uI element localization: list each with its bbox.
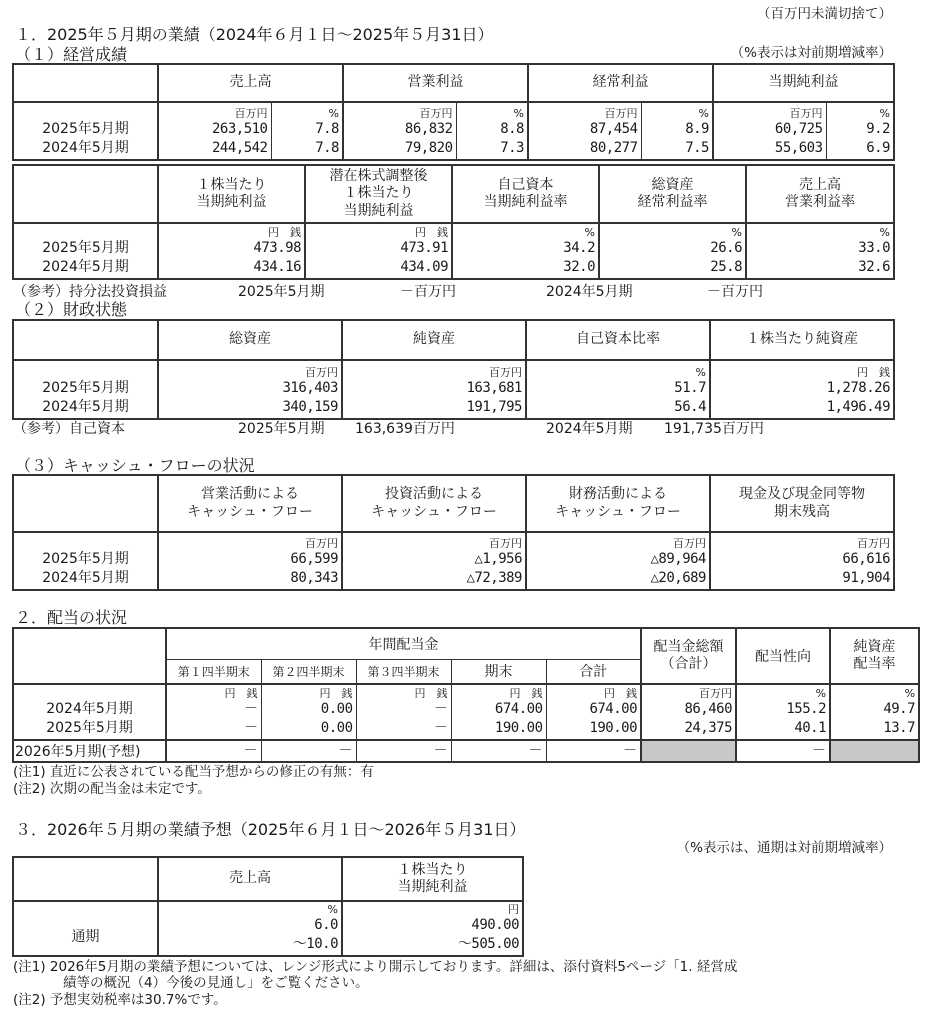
unit: % xyxy=(513,107,524,120)
header-roa: 総資産 経常利益率 xyxy=(599,165,746,223)
header-ordinary-income: 経常利益 xyxy=(528,64,713,102)
header-equity-ratio: 自己資本比率 xyxy=(526,320,710,360)
value: 24,375 xyxy=(684,720,733,736)
header-investing-cf: 投資活動による キャッシュ・フロー xyxy=(342,475,526,532)
header-sales: 売上高 xyxy=(158,64,343,102)
value: 191,795 xyxy=(466,399,522,415)
value: 55,603 xyxy=(774,140,823,156)
header-bps: １株当たり純資産 xyxy=(710,320,894,360)
row-label-2025: 2025年5月期 xyxy=(42,551,129,567)
header-net-assets: 純資産 xyxy=(342,320,526,360)
rounding-note: （百万円未満切捨て） xyxy=(757,6,892,22)
header-net-income: 当期純利益 xyxy=(713,64,894,102)
header-blank xyxy=(13,64,158,102)
row-label-2024: 2024年5月期 xyxy=(42,570,129,586)
header-total-assets: 総資産 xyxy=(158,320,342,360)
value: 86,460 xyxy=(684,701,733,717)
value: △1,956 xyxy=(474,551,522,567)
unit: % xyxy=(731,226,742,239)
value: 190.00 xyxy=(589,720,638,736)
unit: 百万円 xyxy=(419,107,453,120)
forecast-note-1: (注1) 2026年5月期の業績予想については、レンジ形式により開示しております。詳細は、添付資料5ページ「1. 経営成 xyxy=(13,959,738,975)
header-blank xyxy=(13,320,158,360)
value: 51.7 xyxy=(674,380,706,396)
section1-sub3-title: （３）キャッシュ・フローの状況 xyxy=(15,456,255,475)
value: 490.00 xyxy=(471,917,519,933)
value: 40.1 xyxy=(794,720,827,736)
unit: 百万円 xyxy=(789,107,823,120)
value: 56.4 xyxy=(674,399,706,415)
value: 434.16 xyxy=(253,259,301,275)
header-annual-dividend: 年間配当金 xyxy=(166,628,641,659)
value: 8.8 xyxy=(500,121,524,137)
row-labels xyxy=(13,684,166,740)
value: － xyxy=(736,740,830,762)
value: △89,964 xyxy=(650,551,706,567)
header-blank xyxy=(13,857,158,901)
equity-method-ref-period2: 2024年5月期 xyxy=(546,284,633,300)
header-eps: １株当たり 当期純利益 xyxy=(342,857,523,901)
value: － xyxy=(434,720,448,736)
header-blank xyxy=(13,628,166,684)
row-label-2025: 2025年5月期 xyxy=(42,240,129,256)
value: － xyxy=(166,740,261,762)
row-label-2024: 2024年5月期 xyxy=(42,399,129,415)
unit: 円 銭 xyxy=(857,366,890,379)
value: － xyxy=(244,701,258,717)
section2-title: ２．配当の状況 xyxy=(15,608,128,627)
forecast-table: 売上高 １株当たり 当期純利益 通期 % 6.0 ～10.0 円 490.00 ～505.00 xyxy=(12,856,524,957)
equity-ref-label: （参考）自己資本 xyxy=(13,421,125,437)
value: 8.9 xyxy=(685,121,709,137)
value: 7.3 xyxy=(500,140,524,156)
value: 26.6 xyxy=(710,240,742,256)
value: － xyxy=(451,740,546,762)
value: 6.0 xyxy=(314,917,338,933)
section3-title: ３．2026年５月期の業績予想（2025年６月１日～2026年５月31日） xyxy=(15,820,526,839)
header-blank xyxy=(13,165,158,223)
row-labels xyxy=(13,102,158,160)
header-payout-ratio: 配当性向 xyxy=(736,628,830,684)
dividend-table: 年間配当金 配当金総額 （合計） 配当性向 純資産 配当率 第１四半期末 第２四半期末 第３四半期末 期末 合計 2024年5月期 2025年5月期 円 銭 － － 円 銭 0.00 0.00 円 銭 － － 円 銭 674.00 190.00 円 銭 674.00 190.00 百万円 86,460 24,375 % 155.2 40.1 % 49.7 13.7 2026年5月期(予想) － － － － － － xyxy=(12,627,920,763)
header-total-dividend: 配当金総額 （合計） xyxy=(641,628,736,684)
value: 0.00 xyxy=(320,701,353,717)
value: 91,904 xyxy=(842,570,890,586)
value: 9.2 xyxy=(866,121,890,137)
value: 7.8 xyxy=(315,140,339,156)
header-blank xyxy=(13,475,158,532)
unit: % xyxy=(584,226,595,239)
value: 13.7 xyxy=(883,720,916,736)
section1-sub1-title: （１）経営成績 xyxy=(15,45,128,64)
value: 674.00 xyxy=(589,701,638,717)
value: ～505.00 xyxy=(457,936,519,952)
header-diluted-eps: 潜在株式調整後 １株当たり 当期純利益 xyxy=(305,165,452,223)
row-label-2025: 2025年5月期 xyxy=(42,380,129,396)
dividend-note-2: (注2) 次期の配当金は未定です。 xyxy=(13,781,211,797)
value: 60,725 xyxy=(774,121,823,137)
unit: 百万円 xyxy=(489,366,522,379)
value: 80,343 xyxy=(290,570,338,586)
header-dividend-on-equity: 純資産 配当率 xyxy=(830,628,919,684)
row-labels xyxy=(13,360,158,419)
value: 473.91 xyxy=(400,240,448,256)
value: 263,510 xyxy=(211,121,268,137)
equity-method-ref-label: （参考）持分法投資損益 xyxy=(13,284,167,300)
header-q3: 第３四半期末 xyxy=(356,659,451,684)
gray-cell xyxy=(830,740,919,762)
value: 674.00 xyxy=(494,701,543,717)
percent-note: （%表示は対前期増減率） xyxy=(730,45,892,61)
equity-ref-value1: 163,639百万円 xyxy=(355,421,455,437)
unit: % xyxy=(328,107,339,120)
forecast-note-2: (注2) 予想実効税率は30.7%です。 xyxy=(13,992,227,1008)
unit: 百万円 xyxy=(234,107,268,120)
dividend-note-1: (注1) 直近に公表されている配当予想からの修正の有無：有 xyxy=(13,764,374,780)
unit: % xyxy=(695,366,706,379)
unit: 円 銭 xyxy=(415,226,448,239)
value: 163,681 xyxy=(466,380,522,396)
header-financing-cf: 財務活動による キャッシュ・フロー xyxy=(526,475,710,532)
unit: 百万円 xyxy=(305,537,338,550)
section1-title: １．2025年５月期の業績（2024年６月１日～2025年５月31日） xyxy=(15,25,494,44)
equity-method-ref-period1: 2025年5月期 xyxy=(238,284,325,300)
value: － xyxy=(356,740,451,762)
header-year-end: 期末 xyxy=(451,659,546,684)
equity-ref-period1: 2025年5月期 xyxy=(238,421,325,437)
value: △72,389 xyxy=(466,570,522,586)
row-label-2024: 2024年5月期 xyxy=(46,701,133,717)
row-label-full-year: 通期 xyxy=(13,901,158,956)
value: － xyxy=(244,720,258,736)
unit: 百万円 xyxy=(604,107,638,120)
header-sales: 売上高 xyxy=(158,857,342,901)
value: 66,599 xyxy=(290,551,338,567)
equity-ref-value2: 191,735百万円 xyxy=(664,421,764,437)
value: 244,542 xyxy=(211,140,268,156)
header-cash-balance: 現金及び現金同等物 期末残高 xyxy=(710,475,894,532)
value: 32.6 xyxy=(858,259,890,275)
financial-position-table xyxy=(12,319,895,420)
value: 0.00 xyxy=(320,720,353,736)
value: 86,832 xyxy=(404,121,453,137)
value: － xyxy=(546,740,641,762)
per-share-ratios-table xyxy=(12,164,895,280)
header-operating-income: 営業利益 xyxy=(343,64,528,102)
header-q1: 第１四半期末 xyxy=(166,659,261,684)
unit: % xyxy=(879,107,890,120)
value: － xyxy=(261,740,356,762)
cash-flow-table xyxy=(12,474,895,591)
header-eps: １株当たり 当期純利益 xyxy=(158,165,305,223)
row-label-2026-forecast: 2026年5月期(予想) xyxy=(13,740,166,762)
gray-cell xyxy=(641,740,736,762)
unit: % xyxy=(698,107,709,120)
unit: % xyxy=(879,226,890,239)
forecast-note-1-cont: 績等の概況（4）今後の見通し」をご覧ください。 xyxy=(63,975,369,991)
value: 32.0 xyxy=(563,259,595,275)
unit: 百万円 xyxy=(489,537,522,550)
value: 434.09 xyxy=(400,259,448,275)
equity-method-ref-value2: －百万円 xyxy=(707,284,763,300)
value: 25.8 xyxy=(710,259,742,275)
value: 7.8 xyxy=(315,121,339,137)
value: 340,159 xyxy=(282,399,338,415)
value: 80,277 xyxy=(589,140,638,156)
value: 316,403 xyxy=(282,380,338,396)
value: 190.00 xyxy=(494,720,543,736)
value: △20,689 xyxy=(650,570,706,586)
value: 6.9 xyxy=(866,140,890,156)
row-labels xyxy=(13,223,158,279)
unit: 百万円 xyxy=(857,537,890,550)
equity-method-ref-value1: －百万円 xyxy=(400,284,456,300)
header-operating-margin: 売上高 営業利益率 xyxy=(746,165,894,223)
section1-sub2-title: （２）財政状態 xyxy=(15,300,128,319)
forecast-percent-note: （%表示は、通期は対前期増減率） xyxy=(676,840,892,856)
value: 155.2 xyxy=(786,701,827,717)
value: 1,496.49 xyxy=(826,399,890,415)
row-label-2024: 2024年5月期 xyxy=(42,259,129,275)
value: 473.98 xyxy=(253,240,301,256)
equity-ref-period2: 2024年5月期 xyxy=(546,421,633,437)
header-q2: 第２四半期末 xyxy=(261,659,356,684)
row-label-2025: 2025年5月期 xyxy=(46,720,133,736)
header-total: 合計 xyxy=(546,659,641,684)
unit: 百万円 xyxy=(673,537,706,550)
value: 49.7 xyxy=(883,701,916,717)
unit: 百万円 xyxy=(305,366,338,379)
value: 79,820 xyxy=(404,140,453,156)
header-operating-cf: 営業活動による キャッシュ・フロー xyxy=(158,475,342,532)
row-label-2024: 2024年5月期 xyxy=(42,140,129,156)
value: 1,278.26 xyxy=(826,380,890,396)
value: 66,616 xyxy=(842,551,890,567)
value: 33.0 xyxy=(858,240,890,256)
header-roe: 自己資本 当期純利益率 xyxy=(452,165,599,223)
value: 34.2 xyxy=(563,240,595,256)
value: ～10.0 xyxy=(292,936,338,952)
unit: 円 銭 xyxy=(268,226,301,239)
value: 87,454 xyxy=(589,121,638,137)
value: － xyxy=(434,701,448,717)
row-labels xyxy=(13,532,158,590)
row-label-2025: 2025年5月期 xyxy=(42,121,129,137)
operating-results-table xyxy=(12,63,895,161)
value: 7.5 xyxy=(685,140,709,156)
